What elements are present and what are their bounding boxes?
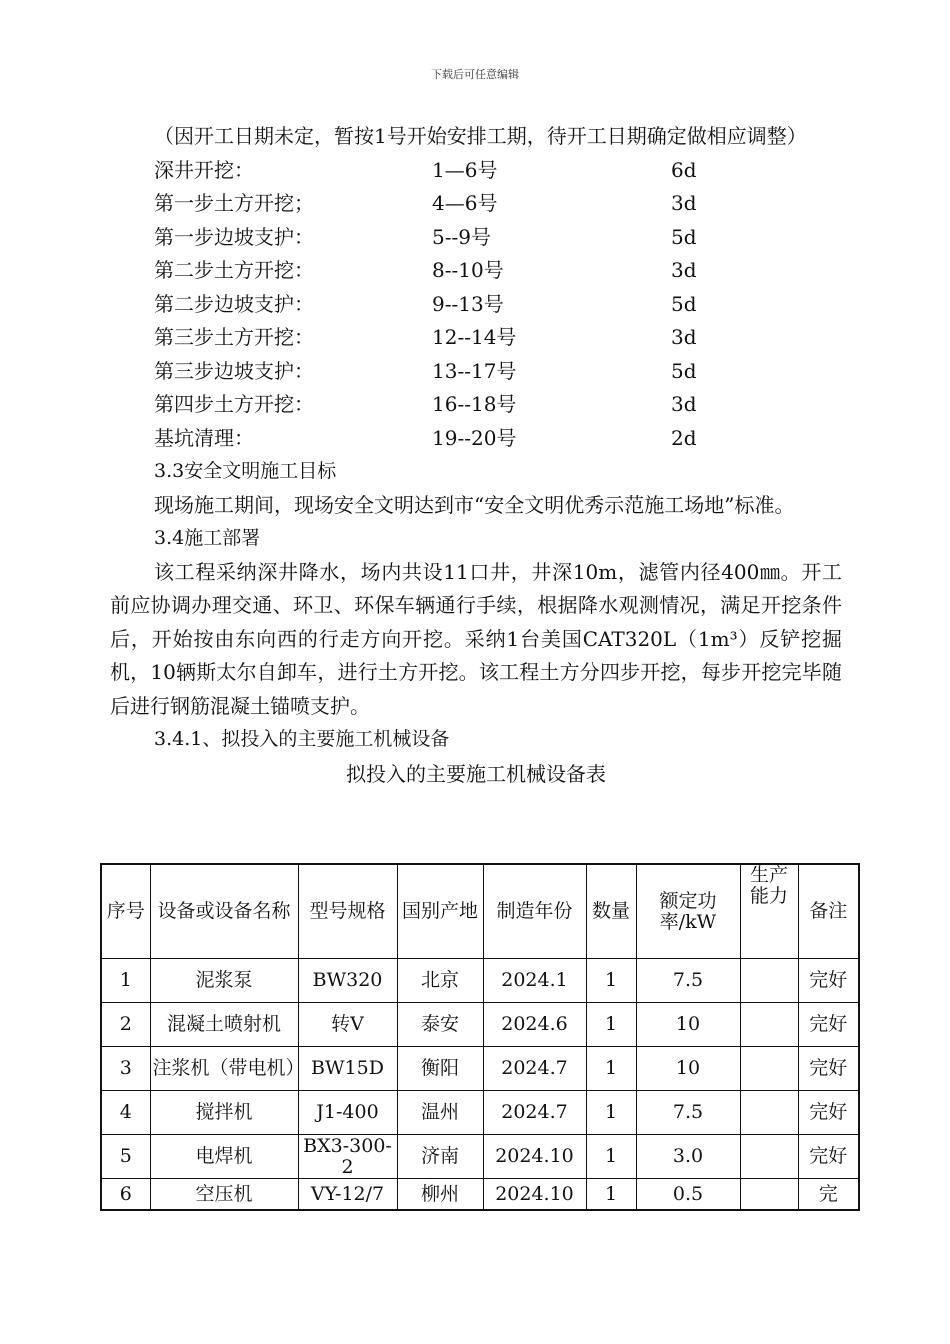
schedule-task: 第一步土方开挖； [154,191,314,215]
schedule-duration: 6d [671,157,697,182]
schedule-task: 第四步土方开挖： [154,392,314,416]
schedule-task: 第三步土方开挖： [154,325,314,349]
table-row [101,1135,859,1179]
cell-origin: 衡阳 [397,1047,483,1091]
table-row [101,959,859,1003]
cell-qty: 1 [586,1047,636,1091]
cell-origin: 济南 [397,1135,483,1179]
cell-capacity [740,1135,798,1179]
cell-no: 5 [101,1135,150,1179]
cell-capacity [740,1047,798,1091]
schedule-task: 第二步边坡支护： [154,291,314,316]
table-row [101,1179,859,1211]
cell-year: 2024.1 [483,959,586,1003]
header-cell: 国别产地 [397,864,483,959]
schedule-days: 8--10号 [432,258,504,282]
cell-model: BW320 [298,959,397,1003]
cell-capacity [740,1179,798,1211]
schedule-task: 第三步边坡支护： [154,358,314,383]
schedule-days: 4—6号 [432,191,498,215]
cell-remark: 完好 [798,959,859,1003]
cell-qty: 1 [586,1135,636,1179]
header-cell: 型号规格 [298,864,397,959]
cell-qty: 1 [586,1179,636,1211]
cell-qty: 1 [586,1003,636,1047]
schedule-days: 19--20号 [432,425,517,450]
schedule-row [110,187,842,221]
cell-origin: 温州 [397,1091,483,1135]
cell-year: 2024.10 [483,1179,586,1211]
schedule-days: 13--17号 [432,358,517,383]
section-3-3-paragraph: 现场施工期间，现场安全文明达到市“安全文明优秀示范施工场地”标准。 [154,492,795,517]
schedule-task: 深井开挖： [154,157,254,182]
schedule-row [110,154,842,188]
schedule-row [110,388,842,422]
page-header-note: 下载后可任意编辑 [431,68,519,81]
cell-power: 7.5 [636,1091,740,1135]
section-3-4-heading: 3.4施工部署 [154,527,261,549]
cell-origin: 柳州 [397,1179,483,1211]
section-3-4-paragraph: 该工程采纳深井降水，场内共设11口井，井深10m，滤管内径400㎜。开工前应协调办理交通、环卫、环保车辆通行手续，根据降水观测情况，满足开挖条件后，开始按由东向西的行走方向开挖。采纳1台美国CAT320L（1m³）反铲挖掘机，10辆斯太尔自卸车，进行土方开挖。该工程土方分四步开挖，每步开挖完毕随后进行钢筋混凝土锚喷支护。 [110,559,842,718]
table-row [101,1091,859,1135]
cell-model: 转Ⅴ [298,1003,397,1047]
schedule-days: 12--14号 [432,325,517,349]
schedule-duration: 3d [671,325,697,349]
cell-power: 10 [636,1047,740,1091]
schedule-duration: 3d [671,191,697,215]
cell-power: 7.5 [636,959,740,1003]
cell-model: BW15D [298,1047,397,1091]
cell-model: VY-12/7 [298,1179,397,1211]
cell-year: 2024.7 [483,1047,586,1091]
schedule-days: 5--9号 [432,224,491,249]
cell-model: BX3-300-2 [298,1135,397,1179]
cell-year: 2024.7 [483,1091,586,1135]
cell-year: 2024.10 [483,1135,586,1179]
cell-no: 2 [101,1003,150,1047]
intro-paragraph: （因开工日期未定，暂按1号开始安排工期，待开工日期确定做相应调整） [154,124,807,148]
cell-year: 2024.6 [483,1003,586,1047]
cell-name: 注浆机（带电机） [150,1047,298,1091]
schedule-row [110,321,842,355]
header-cell: 额定功率/kW [636,864,740,959]
cell-power: 3.0 [636,1135,740,1179]
cell-remark: 完好 [798,1047,859,1091]
schedule-task: 第二步土方开挖： [154,258,314,282]
header-cell: 生产能力 [740,864,798,959]
schedule-list [110,154,842,456]
schedule-row [110,221,842,255]
cell-qty: 1 [586,1091,636,1135]
schedule-duration: 5d [671,358,697,383]
equipment-table [100,863,860,1211]
cell-remark: 完好 [798,1135,859,1179]
cell-no: 1 [101,959,150,1003]
cell-remark: 完好 [798,1091,859,1135]
cell-remark: 完好 [798,1003,859,1047]
schedule-duration: 5d [671,224,697,249]
header-cell: 数量 [586,864,636,959]
cell-name: 混凝土喷射机 [150,1003,298,1047]
cell-capacity [740,959,798,1003]
cell-name: 搅拌机 [150,1091,298,1135]
schedule-days: 9--13号 [432,291,504,316]
schedule-duration: 5d [671,291,697,316]
section-3-4-1-heading: 3.4.1、拟投入的主要施工机械设备 [154,728,450,750]
cell-qty: 1 [586,959,636,1003]
cell-power: 10 [636,1003,740,1047]
cell-no: 4 [101,1091,150,1135]
cell-capacity [740,1091,798,1135]
cell-origin: 泰安 [397,1003,483,1047]
header-cell: 制造年份 [483,864,586,959]
cell-remark: 完 [798,1179,859,1211]
table-row [101,1003,859,1047]
cell-power: 0.5 [636,1179,740,1211]
cell-capacity [740,1003,798,1047]
cell-name: 泥浆泵 [150,959,298,1003]
table-row [101,1047,859,1091]
cell-name: 空压机 [150,1179,298,1211]
schedule-days: 16--18号 [432,392,517,416]
schedule-row [110,254,842,288]
schedule-days: 1—6号 [432,157,498,182]
schedule-duration: 3d [671,392,697,416]
document-body [110,120,842,791]
schedule-duration: 2d [671,425,697,450]
schedule-task: 第一步边坡支护： [154,224,314,249]
schedule-duration: 3d [671,258,697,282]
cell-no: 6 [101,1179,150,1211]
schedule-row [110,422,842,456]
header-cell: 设备或设备名称 [150,864,298,959]
schedule-row [110,355,842,389]
header-cell: 备注 [798,864,859,959]
equipment-table-title: 拟投入的主要施工机械设备表 [346,761,606,786]
cell-model: J1-400 [298,1091,397,1135]
header-cell: 序号 [101,864,150,959]
section-3-3-heading: 3.3安全文明施工目标 [154,460,337,482]
table-header-row [101,864,859,959]
schedule-task: 基坑清理： [154,425,254,450]
schedule-row [110,288,842,322]
cell-name: 电焊机 [150,1135,298,1179]
cell-no: 3 [101,1047,150,1091]
cell-origin: 北京 [397,959,483,1003]
